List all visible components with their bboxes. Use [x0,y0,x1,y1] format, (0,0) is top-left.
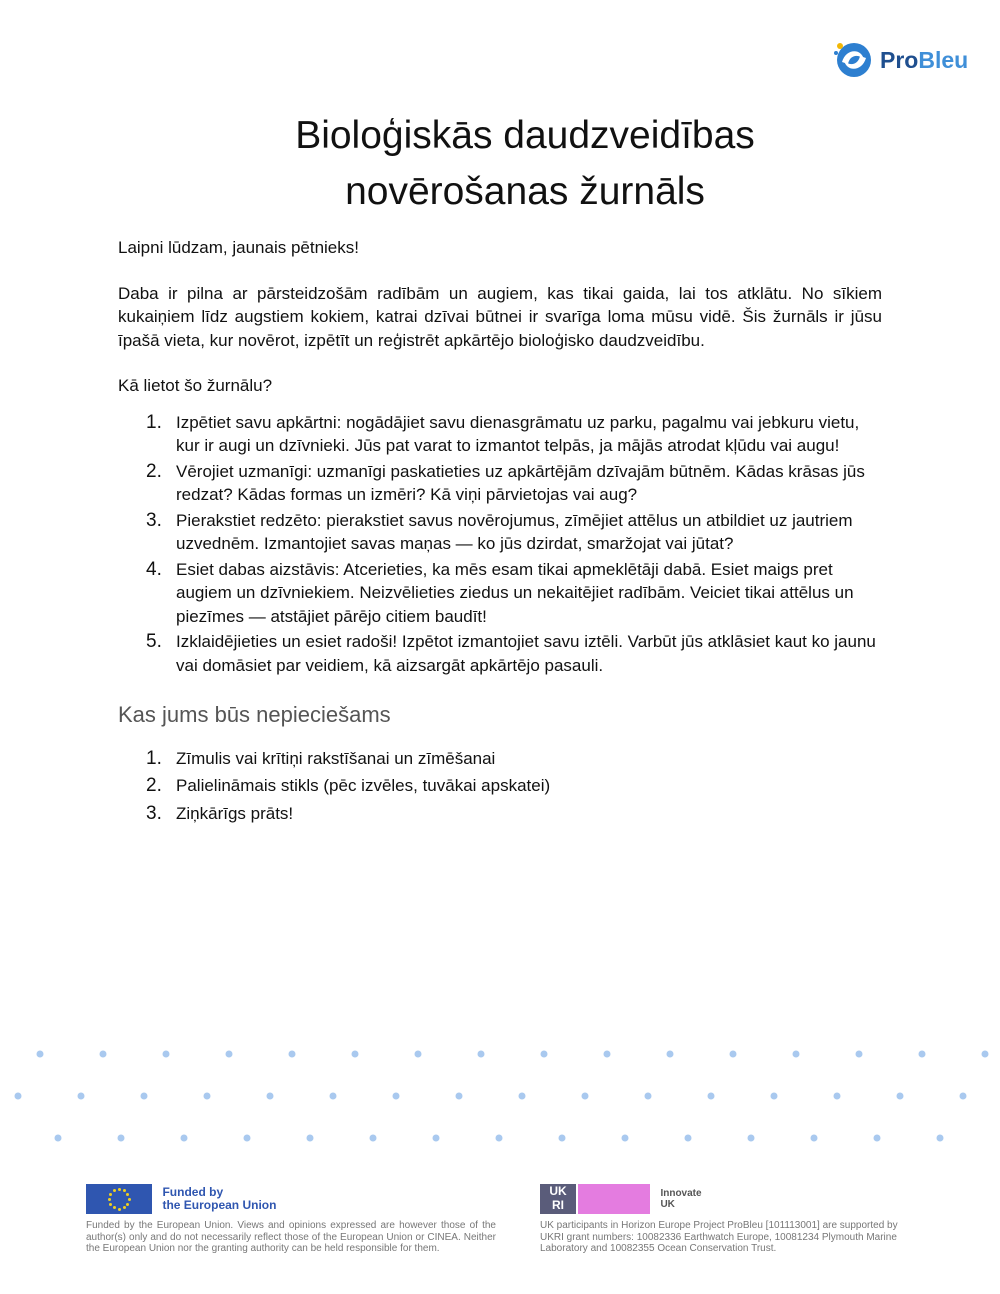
decorative-dot [55,1135,62,1142]
eu-label [162,1186,276,1212]
list-item [118,558,882,629]
decorative-dots [0,1040,1000,1150]
list-number: 2. [146,460,162,482]
decorative-dot [645,1093,652,1100]
decorative-dot [370,1135,377,1142]
decorative-dot [937,1135,944,1142]
decorative-dot [393,1093,400,1100]
list-text: Esiet dabas aizstāvis: Atcerieties, ka mēs esam tikai apmeklētāji dabā. Esiet maigs pret augiem un dzīvniekiem. Neizvēlieties ziedus un nekaitējiet radībām. Veiciet tikai attēlus un piezīmes — atstājiet pārējo citiem baudīt! [176,559,854,626]
decorative-dot [226,1051,233,1058]
list-item [118,630,882,677]
list-item [118,747,882,771]
decorative-dot [433,1135,440,1142]
greeting: Laipni lūdzam, jaunais pētnieks! [118,238,359,257]
intro-paragraph: Daba ir pilna ar pārsteidzošām radībām un augiem, kas tikai gaida, lai tos atklātu. No sīkiem kukaiņiem līdz augstiem kokiem, katrai dzīvai būtnei ir svarīga loma mūsu vidē. Šis žurnāls ir jūsu īpašā vieta, kur novērot, izpētīt un reģistrēt apkārtējo bioloģisko daudzveidību. [118,283,882,350]
list-item [118,774,882,798]
decorative-dot [496,1135,503,1142]
list-number: 3. [146,802,162,824]
decorative-dot [793,1051,800,1058]
title-line1: Bioloģiskās daudzveidības [295,114,755,157]
list-number: 5. [146,631,162,652]
list-text: Zīmulis vai krītiņi rakstīšanai un zīmēšanai [176,748,496,768]
eu-funding-block [86,1184,496,1255]
decorative-dot [267,1093,274,1100]
decorative-dot [708,1093,715,1100]
list-number: 2. [146,775,162,796]
eu-star-icon [118,1208,121,1211]
decorative-dot [519,1093,526,1100]
howto-heading: Kā lietot šo žurnālu? [118,376,273,395]
decorative-dot [622,1135,629,1142]
decorative-dot [982,1051,989,1058]
decorative-dot [478,1051,485,1058]
eu-star-icon [109,1193,112,1196]
innovate-line2: UK [660,1199,675,1210]
decorative-dot [582,1093,589,1100]
list-item [118,509,882,556]
decorative-dot [163,1051,170,1058]
main-content [118,236,882,829]
eu-star-icon [108,1198,111,1201]
innovate-uk-logo [578,1184,650,1214]
eu-star-icon [123,1206,126,1209]
decorative-dot [15,1093,22,1100]
logo-text [880,47,968,74]
eu-star-icon [113,1189,116,1192]
eu-label-line2: the European Union [162,1198,277,1212]
decorative-dot [289,1051,296,1058]
list-item [118,411,882,458]
eu-flag-icon [86,1184,152,1214]
list-text: Izklaidējieties un esiet radoši! Izpētot izmantojiet savu iztēli. Varbūt jūs atklāsiet kaut ko jaunu vai domāsiet par veidiem, kā aizsargāt apkārtējo pasauli. [176,632,876,675]
list-text: Pierakstiet redzēto: pierakstiet savus novērojumus, zīmējiet attēlus un atbildiet uz jautriem uzvednēm. Izmantojiet savas maņas — ko jūs dzirdat, smaržojat vai jūtat? [176,510,853,553]
needs-list [118,747,882,826]
decorative-dot [667,1051,674,1058]
decorative-dot [37,1051,44,1058]
list-text: Ziņkārīgs prāts! [176,803,294,823]
ukri-disclaimer: UK participants in Horizon Europe Project ProBleu [101113001] are supported by UKRI grant numbers: 10082336 Earthwatch Europe, 10081234 Plymouth Marine Laboratory and 10082355 Ocean Conservation Trust. [540,1220,898,1254]
decorative-dot [897,1093,904,1100]
eu-disclaimer: Funded by the European Union. Views and opinions expressed are however those of the author(s) only and do not necessarily reflect those of the European Union or CINEA. Neither the European Union nor the granting authority can be held responsible for them. [86,1220,496,1254]
probleu-logo [832,38,968,82]
needs-heading: Kas jums būs nepieciešams [118,702,391,727]
logo-bleu: Bleu [918,46,969,73]
decorative-dot [244,1135,251,1142]
eu-star-icon [123,1189,126,1192]
decorative-dot [834,1093,841,1100]
title-line2: novērošanas žurnāls [345,170,705,213]
list-text: Izpētiet savu apkārtni: nogādājiet savu dienasgrāmatu uz parku, pagalmu vai jebkuru vietu, kur ir augi un dzīvnieki. Jūs pat varat to izmantot telpās, ja mājās atrodat kļūdu vai augu! [176,412,860,455]
decorative-dot [919,1051,926,1058]
list-number: 1. [146,747,162,769]
decorative-dot [559,1135,566,1142]
page-title [100,108,950,220]
eu-star-icon [113,1206,116,1209]
eu-label-line1: Funded by [162,1185,224,1199]
list-number: 4. [146,558,162,580]
decorative-dot [330,1093,337,1100]
decorative-dot [811,1135,818,1142]
steps-list [118,411,882,678]
decorative-dot [730,1051,737,1058]
decorative-dot [78,1093,85,1100]
ukri-funding-block [540,1184,900,1255]
list-text: Vērojiet uzmanīgi: uzmanīgi paskatieties uz apkārtējām dzīvajām būtnēm. Kādas krāsas jūs redzat? Kādas formas un izmēri? Kā viņi pārvietojas vai aug? [176,461,865,504]
innovate-line1: Innovate [660,1188,702,1199]
eu-star-icon [118,1188,121,1191]
decorative-dot [541,1051,548,1058]
decorative-dot [748,1135,755,1142]
decorative-dot [118,1135,125,1142]
list-text: Palielināmais stikls (pēc izvēles, tuvākai apskatei) [176,776,551,795]
decorative-dot [685,1135,692,1142]
decorative-dot [874,1135,881,1142]
decorative-dot [771,1093,778,1100]
ukri-line2: RI [552,1198,564,1212]
eu-star-icon [109,1203,112,1206]
innovate-label [660,1188,701,1210]
decorative-dot [307,1135,314,1142]
decorative-dot [960,1093,967,1100]
list-item [118,802,882,826]
decorative-dot [456,1093,463,1100]
decorative-dot [415,1051,422,1058]
decorative-dot [204,1093,211,1100]
list-item [118,460,882,507]
decorative-dot [604,1051,611,1058]
list-number: 3. [146,509,162,531]
decorative-dot [856,1051,863,1058]
eu-star-icon [128,1198,131,1201]
ukri-logo [540,1184,576,1214]
decorative-dot [141,1093,148,1100]
eu-star-icon [126,1193,129,1196]
ukri-line1: UK [549,1184,567,1198]
decorative-dot [352,1051,359,1058]
eu-star-icon [126,1203,129,1206]
decorative-dot [181,1135,188,1142]
logo-pro: Pro [880,46,919,73]
probleu-swirl-icon [832,38,876,82]
list-number: 1. [146,411,162,433]
decorative-dot [100,1051,107,1058]
